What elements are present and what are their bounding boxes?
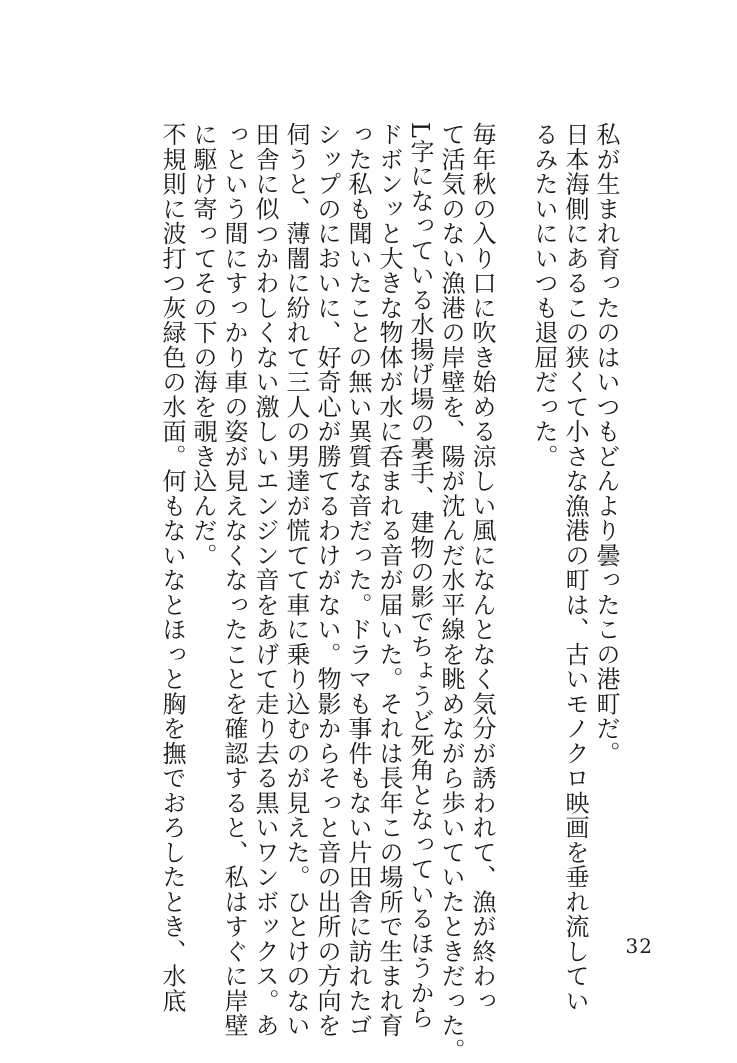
text-line: L字になっている水揚げ場の裏手、建物の影でちょうど死角となっているほうから [406,122,434,1030]
text-line: 田舎に似つかわしくない激しいエンジン音をあげて走り去る黒いワンボックス。あ [251,122,279,1038]
text-line: るみたいにいつも退屈だった。 [530,122,558,469]
text-line: っという間にすっかり車の姿が見えなくなったことを確認すると、私はすぐに岸壁 [220,122,248,1038]
text-line: シップのにおいに、好奇心が勝てるわけがない。物影からそっと音の出所の方向を [313,122,341,1038]
vertical-text-block [119,122,620,1063]
text-line: 日本海側にあるこの狭くて小さな漁港の町は、古いモノクロ映画を垂れ流してい [561,122,589,1013]
text-line: ドボンッと大きな物体が水に呑まれる音が届いた。それは長年この場所で生まれ育 [375,122,403,1038]
text-line: 不規則に波打つ灰緑色の水面。何もないなとほっと胸を撫でおろしたとき、水底 [158,122,186,1013]
text-line: 毎年秋の入り口に吹き始める涼しい風になんとなく気分が誘われて、漁が終わっ [468,122,496,1013]
page-number: 32 [625,934,653,958]
text-line: て活気のない漁港の岸壁を、陽が沈んだ水平線を眺めながら歩いていたときだった。 [437,122,465,1063]
text-line: 私が生まれ育ったのはいつもどんより曇ったこの港町だ。 [592,122,620,766]
text-line: に駆け寄ってその下の海を覗き込んだ。 [189,122,217,568]
text-line: った私も聞いたことの無い異質な音だった。ドラマも事件もない片田舎に訪れたゴ [344,122,372,1038]
text-line: 伺うと、薄闇に紛れて三人の男達が慌てて車に乗り込むのが見えた。ひとけのない [282,122,310,1038]
